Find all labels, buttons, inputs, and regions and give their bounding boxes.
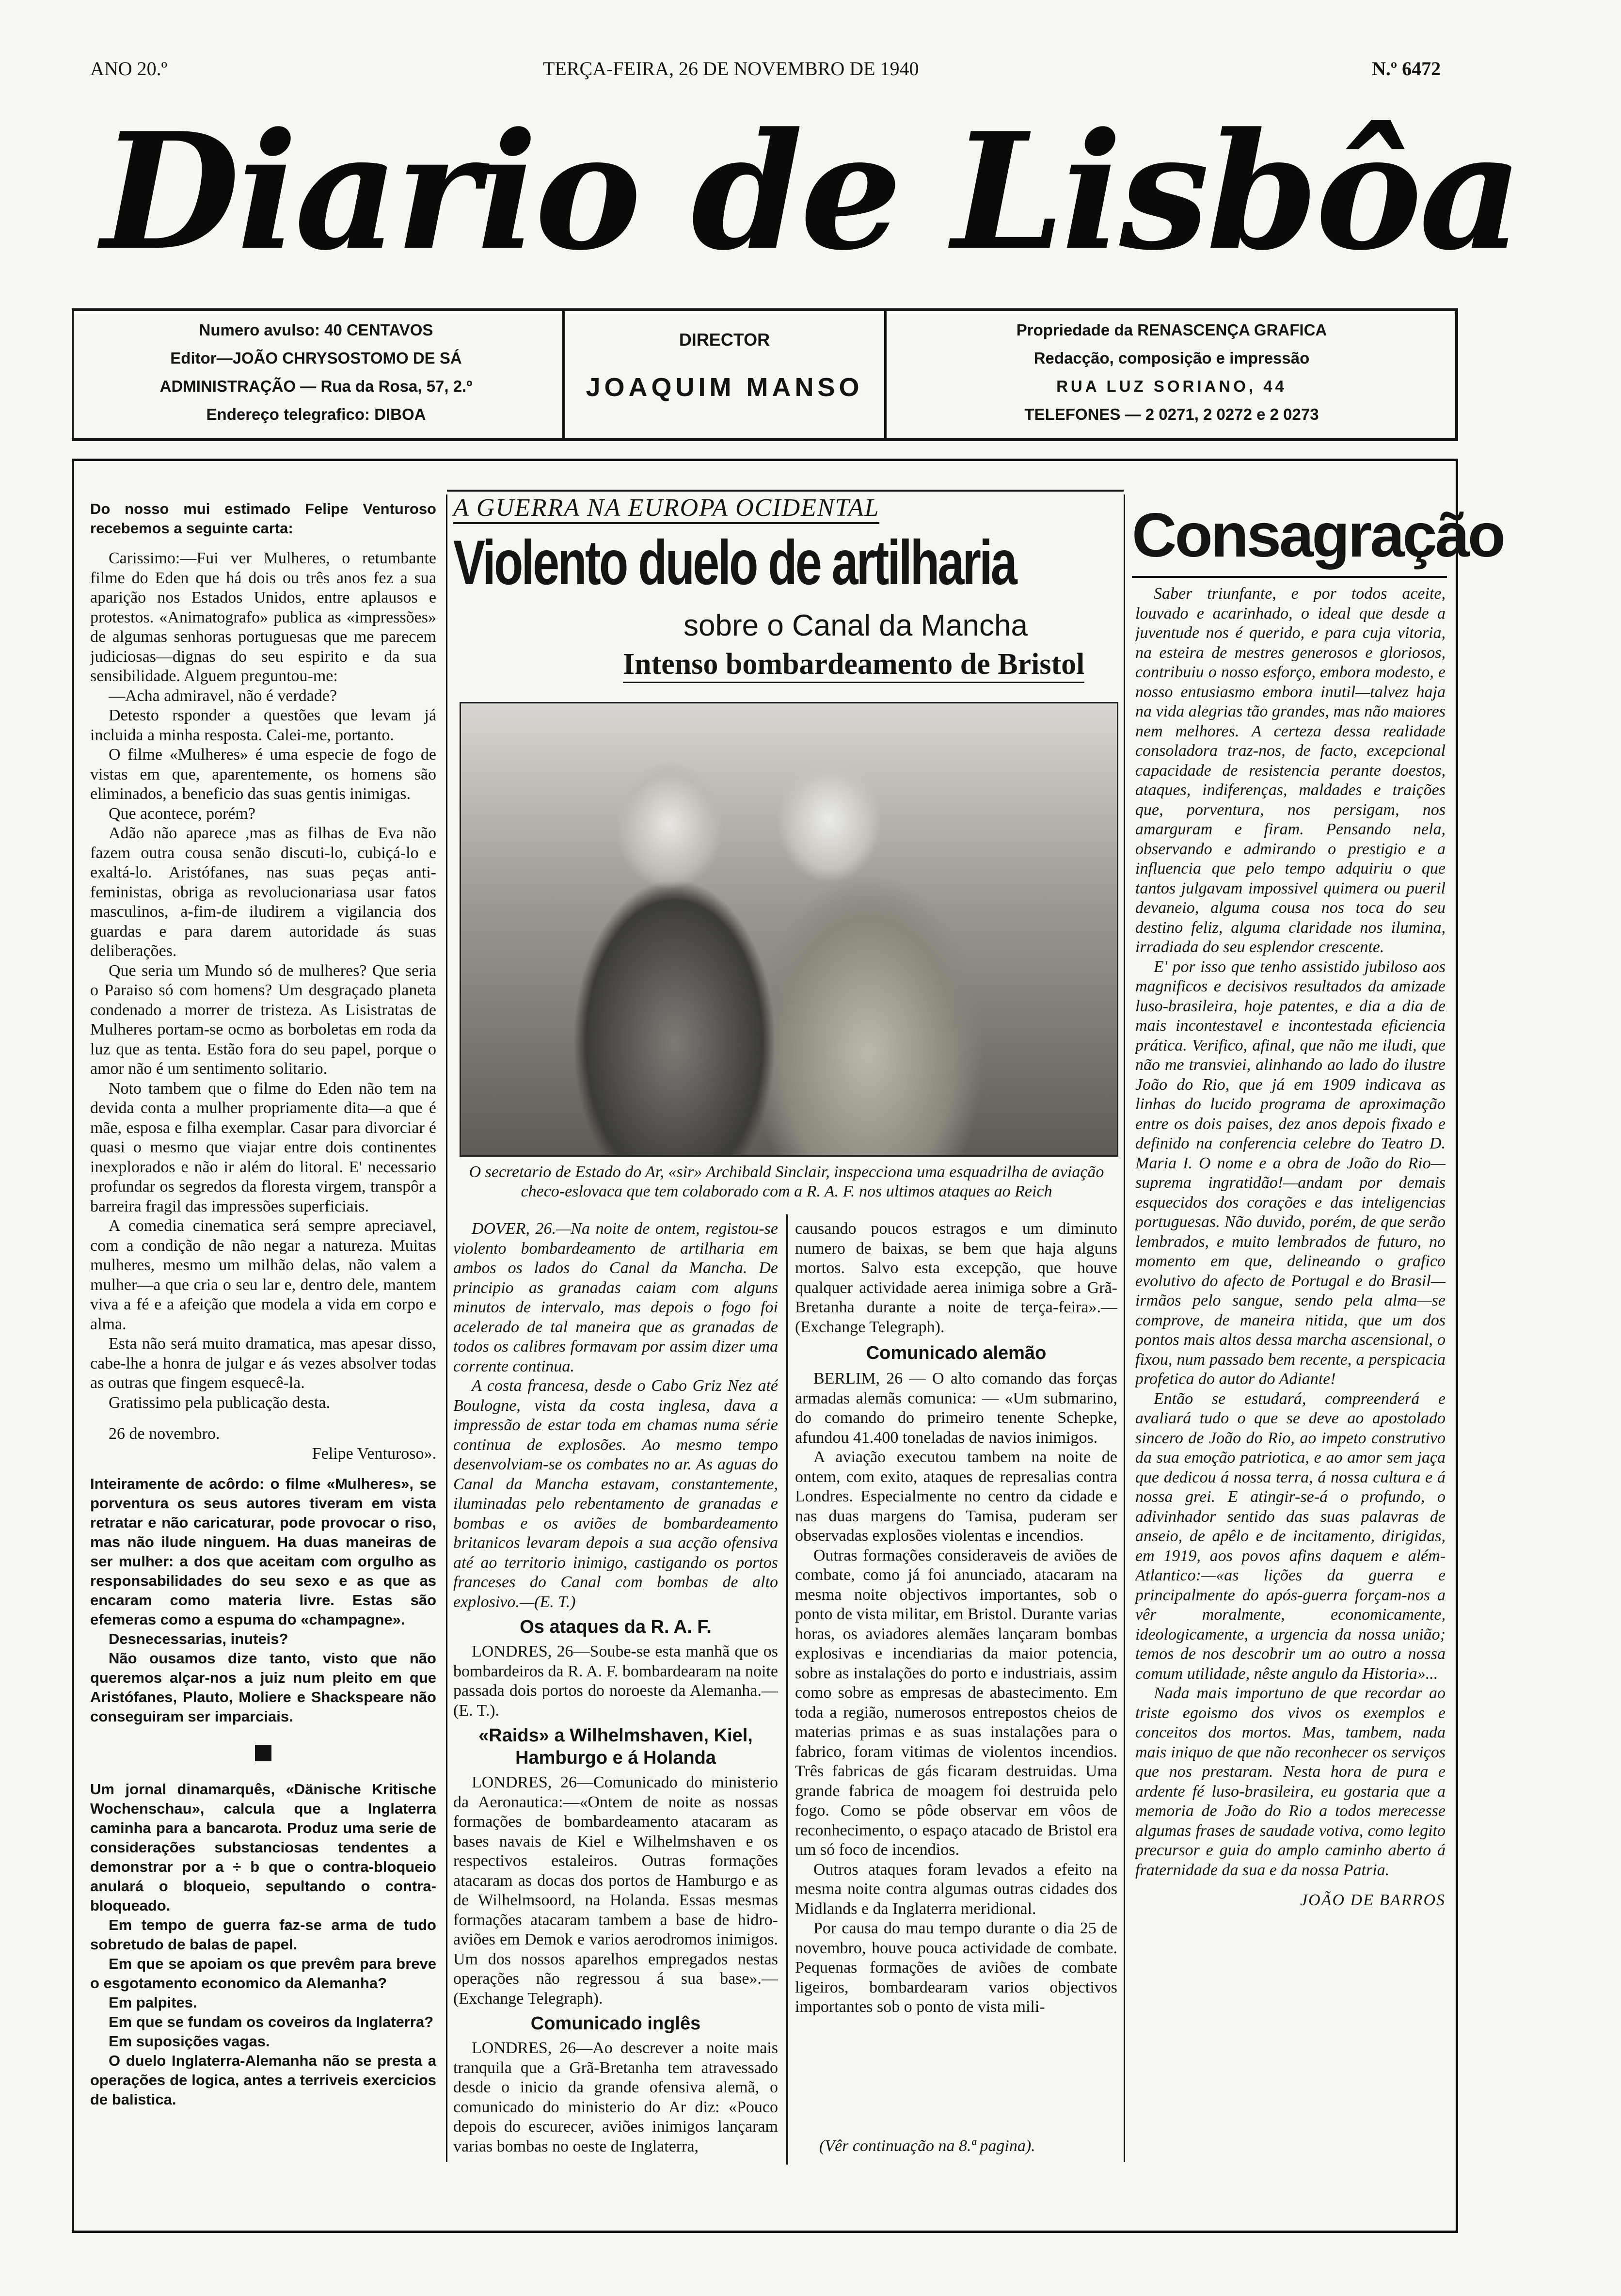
column-divider: [786, 1214, 788, 2165]
subheading: Comunicado inglês: [530, 2013, 701, 2034]
paragraph: Então se estudará, compreenderá e avaliará tudo o que se deve ao apostolado sincero de João do Rio, ao impeto construtivo da sua emoção patriotica, e ao amor sem jaça que dedicou á nossa terra, á nossa cultura e á nossa grei. E atingir-se-á o profundo, o adivinhador sentido das suas palavras de anseio, de apêlo e de incitamento, dirigidas, em 1919, aos povos afins daquem e além-Atlantico:—«as lições da guerra e principalmente do após-guerra forçam-nos a vêr moralmente, economicamente, ideologicamente, a urgencia da nossa união; temos de nos descobrir um ao outro a nossa comum utilidade, nêste angulo da Historia»...: [1135, 1389, 1446, 1683]
masthead-title: Diario de Lisbôa: [101, 97, 1520, 286]
info-line: Redacção, composição e impressão: [1033, 349, 1310, 367]
paragraph: Em palpites.: [109, 1994, 197, 2011]
paragraph: Outras formações consideraveis de aviões de combate, como já foi anunciado, atacaram na mesma noite objectivos importantes, sob o ponto de vista militar, em Bristol. Durante varias horas, os aviadores alemães lançaram bombas explosivas e incendiarias da maior potencia, sobre as instalações do porto e industriais, assim como sobre as empresas de abastecimento. Em toda a região, numerosos entrepostos cheios de materias primas e as suas instalações para o fabrico, foram vitimas de violentos incendios. Três fabricas de gás ficaram destruidas. Uma grande fabrica de moagem foi destruida pelo fogo. Como se pôde observar em vôos de reconhecimento, o espaço atacado de Bristol era um só foco de incendios.: [795, 1546, 1117, 1859]
letter-date: 26 de novembro.: [109, 1425, 220, 1443]
right-column: [1135, 584, 1446, 2160]
paragraph: Desnecessarias, inuteis?: [109, 1630, 288, 1647]
subheading: Os ataques da R. A. F.: [520, 1617, 712, 1637]
paragraph: Não ousamos dize tanto, visto que não queremos alçar-nos a juiz num pleito em que Aristófanes, Plauto, Moliere e Shackspeare não conseguiram ser imparciais.: [90, 1650, 436, 1725]
divider: [884, 311, 887, 438]
letter-intro: Do nosso mui estimado Felipe Venturoso recebemos a seguinte carta:: [90, 500, 436, 537]
paragraph: LONDRES, 26—Ao descrever a noite mais tranquila que a Grã-Bretanha tem atravessado desde o inicio da grande ofensiva alemã, o comunicado do ministerio do Ar diz: «Pouco depois do escurecer, aviões inimigos lançaram varias bombas no oeste de Inglaterra,: [453, 2039, 778, 2155]
date-label: TERÇA-FEIRA, 26 DE NOVEMBRO DE 1940: [543, 58, 919, 80]
square-ornament-icon: [255, 1745, 271, 1761]
info-line: Numero avulso: 40 CENTAVOS: [199, 321, 433, 339]
director-label: DIRECTOR: [679, 330, 770, 350]
paragraph: A costa francesa, desde o Cabo Griz Nez até Boulogne, vista da costa inglesa, dava a impressão de estar toda em chamas numa série continua de explosões. Ao mesmo tempo desenvolviam-se os combates no ar. As aguas do Canal da Mancha estavam, constantemente, iluminadas pelo rebentamento de granadas e bombas e os aviões de bombardeamento britanicos levaram depois a sua acção ofensiva até ao territorio inimigo, castigando os portos franceses do Canal com bombas de alto explosivo.—(E. T.): [453, 1377, 778, 1611]
photo-caption: O secretario de Estado do Ar, «sir» Archibald Sinclair, inspecciona uma esquadrilha de aviação checo-eslovaca que tem colaborado com a R. A. F. nos ultimos ataques ao Reich: [469, 1163, 1104, 1200]
paragraph: Em suposições vagas.: [109, 2033, 270, 2050]
info-line: ADMINISTRAÇÃO — Rua da Rosa, 57, 2.º: [159, 377, 473, 395]
paragraph: Em tempo de guerra faz-se arma de tudo sobretudo de balas de papel.: [90, 1916, 436, 1953]
info-line: RUA LUZ SORIANO, 44: [1056, 377, 1287, 395]
info-right: [888, 316, 1455, 429]
paragraph: O duelo Inglaterra-Alemanha não se presta a operações de logica, antes a terriveis exercicios de balistica.: [90, 2052, 436, 2108]
paragraph: A aviação executou tambem na noite de ontem, com exito, ataques de represalias contra Londres. Especialmente no centro da cidade e nas duas margens do Tamisa, puderam ser observadas explosões violentas e incendios.: [795, 1448, 1117, 1545]
paragraph: A comedia cinematica será sempre apreciavel, com a condição de não negar a natureza. Muitas mulheres, mesmo um milhão delas, não valem a mulher—a que cria o seu lar e, dentro dele, mantem viva a fé e a afeição que modela a vida em corpo e alma.: [90, 1217, 436, 1333]
paragraph: O filme «Mulheres» é uma especie de fogo de vistas em que, aparentemente, os homens são eliminados, a beneficio das suas gentis inimigas.: [90, 746, 436, 803]
paragraph: Que acontece, porém?: [109, 804, 255, 823]
paragraph: Um jornal dinamarquês, «Dänische Kritische Wochenschau», calcula que a Inglaterra caminha para a bancarota. Produz uma serie de considerações substanciosas tendentes a demonstrar por a ÷ b que o contra-bloqueio anulará o bloqueio, sepultando o contra-bloqueado.: [90, 1781, 436, 1914]
paragraph: Carissimo:—Fui ver Mulheres, o retumbante filme do Eden que há dois ou três anos fez a sua aparição nos Estados Unidos, entre aplausos e protestos. «Animatografo» publica as «impressões» de algumas senhoras portuguesas que me parecem judiciosas—dignas do seu espirito e da sua sensibilidade. Alguem preguntou-me:: [90, 549, 436, 685]
left-column: [90, 499, 436, 2157]
article-column-2: [795, 1219, 1117, 2169]
paragraph: E' por isso que tenho assistido jubiloso aos magnificos e decisivos resultados da amizade luso-brasileira, hoje patentes, e dia a dia de mais incontestavel e incontestada eficiencia prática. Verifico, afinal, que não me iludi, que não me transviei, alinhando ao lado do ilustre João do Rio, que já em 1909 indicava as linhas do lucido programa de aproximação entre os dois paises, dez anos depois fixado e definido na conferencia celebre do Teatro D. Maria I. O nome e a obra de João do Rio—suprema ingratidão!—andam por demais esquecidos dos corações e das inteligencias portuguesas. Não duvido, porém, de que serão lembrados, e muito lembrados de futuro, no momento em que, delineando o grafico evolutivo do afecto de Portugal e do Brasil—irmãos pelo sangue, sendo pela alma—se comprove, de maneira nitida, que um dos pontos mais altos dessa marcha ascensional, o fixou, num passado bem recente, a perspicacia profetica do autor do Adiante!: [1135, 957, 1446, 1388]
column-divider: [446, 494, 447, 2162]
divider: [562, 311, 565, 438]
column-divider: [1124, 494, 1125, 2162]
main-subhead: sobre o Canal da Mancha: [683, 609, 1028, 642]
paragraph: Nada mais importuno de que recordar ao triste egoismo dos vivos os exemplos e conceitos dos mortos. Mas, tambem, nada mais iniquo de que não reconhecer os serviços que nos prestaram. Nesta hora de pura e ardente fé luso-brasileira, eu gostaria que a memoria de João do Rio a todos merecesse algumas frases de saudade votiva, como legito precursor e guia do amplo caminho aberto á fraternidade da sua e da nossa Patria.: [1135, 1684, 1446, 1879]
article-column-1: [453, 1219, 778, 2169]
info-line: Editor—JOÃO CHRYSOSTOMO DE SÁ: [170, 349, 462, 367]
paragraph: —Acha admiravel, não é verdade?: [109, 686, 337, 705]
paragraph: Em que se apoiam os que prevêm para breve o esgotamento economico da Alemanha?: [90, 1955, 436, 1992]
paragraph: BERLIM, 26 — O alto comando das forças armadas alemãs comunica: — «Um submarino, do comando do primeiro tenente Schepke, afundou 41.400 toneladas de navios inimigos.: [795, 1370, 1117, 1447]
info-center: [566, 326, 883, 401]
issue-number: N.º 6472: [1372, 58, 1441, 80]
paragraph: Esta não será muito dramatica, mas apesar disso, cabe-lhe a honra de julgar e ás vezes absolver todas as outras que fingem esquecê-la.: [90, 1335, 436, 1392]
column-signature: JOÃO DE BARROS: [1300, 1891, 1446, 1909]
separator: [90, 1745, 436, 1761]
paragraph: Detesto rsponder a questões que levam já incluida a minha resposta. Calei-me, portanto.: [90, 706, 436, 744]
paragraph: Noto tambem que o filme do Eden não tem na devida conta a mulher propriamente dita—a que é mãe, esposa e filha exemplar. Casar para divorciar é quasi o mesmo que viajar entre dois continentes inexplorados e não ir além do litoral. E' necessario profundar os segredos da floresta virgem, transpôr a barreira fragil das impressões superficiais.: [90, 1079, 436, 1215]
year-label: ANO 20.º: [90, 58, 168, 80]
section-rule: [447, 490, 1124, 492]
letter-signature: Felipe Venturoso».: [312, 1444, 436, 1463]
main-subhead-2: Intenso bombardeamento de Bristol: [623, 647, 1084, 683]
info-line: Endereço telegrafico: DIBOA: [206, 405, 426, 423]
info-line: Propriedade da RENASCENÇA GRAFICA: [1016, 321, 1327, 339]
news-photo: [460, 702, 1118, 1157]
paragraph: LONDRES, 26—Comunicado do ministerio da Aeronautica:—«Ontem de noite as nossas formações de bombardeamento atacaram as bases navais de Kiel e Wilhelmshaven e os respectivos estaleiros. Outras formações atacaram as docas dos portos de Hamburgo e as de Wilhelmsoord, na Holanda. Essas mesmas formações atacaram tambem a base de hidro-aviões em Demok e varios aerodromos inimigos. Um dos nossos aparelhos empregados nestas operações não regressou á sua base».—(Exchange Telegraph).: [453, 1773, 778, 2008]
paragraph: DOVER, 26.—Na noite de ontem, registou-se violento bombardeamento de artilharia em ambos os lados do Canal da Mancha. De principio as granadas caiam com alguns minutos de intervalo, mas depois o fogo foi acelerado de tal maneira que as granadas de todos os calibres formavam por assim dizer uma corrente continua.: [453, 1220, 778, 1375]
paragraph: causando poucos estragos e um diminuto numero de baixas, se bem que haja alguns mortos. Salvo esta excepção, que houve qualquer actividade aerea inimiga sobre a Grã-Bretanha durante a noite de terça-feira».—(Exchange Telegraph).: [795, 1220, 1117, 1336]
title-rule: [1132, 576, 1447, 578]
section-tag: A GUERRA NA EUROPA OCIDENTAL: [453, 494, 879, 524]
paragraph: Que seria um Mundo só de mulheres? Que seria o Paraiso só com homens? Um desgraçado planeta condenado a morrer de tristeza. As Lisistratas de Mulheres portam-se ocmo as borboletas em roda da luz que as tenta. Estão fora do seu papel, porque o amor não é um sentimento solitario.: [90, 961, 436, 1078]
info-box: [72, 308, 1458, 441]
subheading: Comunicado alemão: [866, 1343, 1047, 1363]
main-headline: Violento duelo de artilharia: [453, 527, 1016, 598]
paragraph: Gratissimo pela publicação desta.: [109, 1393, 330, 1412]
paragraph: Em que se fundam os coveiros da Inglaterra?: [109, 2013, 434, 2030]
continuation-note: (Vêr continuação na 8.ª pagina).: [819, 2137, 1035, 2155]
subheading: «Raids» a Wilhelmshaven, Kiel, Hamburgo e á Holanda: [478, 1725, 753, 1768]
info-left: [74, 316, 558, 429]
paragraph: Outros ataques foram levados a efeito na mesma noite contra algumas outras cidades dos Midlands e da Inglaterra meridional.: [795, 1860, 1117, 1918]
paragraph: LONDRES, 26—Soube-se esta manhã que os bombardeiros da R. A. F. bombardearam na noite passada dois portos do noroeste da Alemanha.—(E. T.).: [453, 1642, 778, 1720]
paragraph: Adão não aparece ,mas as filhas de Eva não fazem outra cousa senão discuti-lo, cubiçá-lo e exaltá-lo. Aristófanes, nas suas peças anti-feministas, obriga as revolucionariasa usar fatos masculinos, a-fim-de iludirem a vigilancia dos guardas e para darem autoridade ás suas deliberações.: [90, 824, 436, 960]
paragraph: Inteiramente de acôrdo: o filme «Mulheres», se porventura os seus autores tiveram em vista retratar e não caricaturar, pode provocar o riso, mas não ilude ninguem. Ha duas maneiras de ser mulher: a dos que aceitam com orgulho as responsabilidades do seu sexo e as que as encaram como materia livre. Estas são efemeras como a espuma do «champagne».: [90, 1475, 436, 1628]
column-title: Consagração: [1132, 501, 1504, 570]
paragraph: Saber triunfante, e por todos aceite, louvado e acarinhado, o ideal que desde a juventude nos é querido, e para cuja vitoria, na esteira de mestres generosos e gloriosos, contribuiu o nosso esforço, embora modesto, e nosso entusiasmo embora inutil—talvez haja na vida alegrias tão grandes, mas não maiores nem melhores. A certeza dessa realidade consoladora traz-nos, de facto, excepcional capacidade de resistencia perante doestos, ataques, indiferenças, maldades e traições que, porventura, nos persigam, nos amarguram e firam. Pensando nela, observando e admirando o prestigio e a influencia que pelo tempo adquiriu o que tantos julgavam impossivel quimera ou pueril devaneio, alguma cousa nos toca do seu destino feliz, alguma claridade nos ilumina, irradiada do seu esplendor crescente.: [1135, 585, 1446, 956]
paragraph: Por causa do mau tempo durante o dia 25 de novembro, houve pouca actividade de combate. Pequenas formações de aviões de combate ligeiros, bombardearam varios objectivos importantes sob o ponto de vista mili-: [795, 1919, 1117, 2016]
director-name: JOAQUIM MANSO: [586, 373, 863, 402]
info-line: TELEFONES — 2 0271, 2 0272 e 2 0273: [1024, 405, 1319, 423]
